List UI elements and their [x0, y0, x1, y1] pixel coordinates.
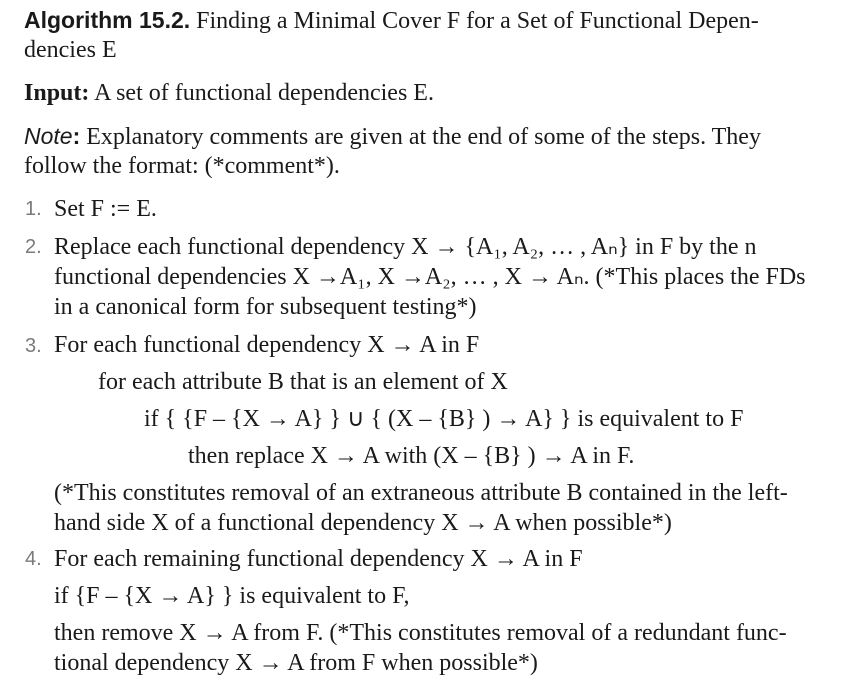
step-2-line: Replace each functional dependency X → {A₁, A₂, … , Aₙ} in F by the n [54, 234, 757, 260]
step-3-line: then replace X → A with (X – {B} ) → A in F. [188, 443, 635, 469]
note-label: Note [24, 123, 73, 149]
step-3-line: hand side X of a functional dependency X → A when possible*) [54, 510, 672, 536]
note-line [24, 121, 761, 152]
step-number: 4. [25, 548, 42, 570]
step-4-line: if {F – {X → A} } is equivalent to F, [54, 583, 410, 609]
algorithm-title-line2: dencies E [24, 37, 117, 63]
step-1-line: Set F := E. [54, 196, 157, 222]
step-4-line: For each remaining functional dependency X → A in F [54, 546, 583, 572]
step-3-line: (*This constitutes removal of an extraneous attribute B contained in the left- [54, 480, 788, 506]
step-4-line: then remove X → A from F. (*This constitutes removal of a redundant func- [54, 620, 787, 646]
input-line [24, 78, 434, 108]
step-number: 1. [25, 198, 42, 220]
step-3-line: For each functional dependency X → A in F [54, 332, 480, 358]
input-text: A set of functional dependencies E. [94, 80, 434, 106]
algorithm-title-line1: Finding a Minimal Cover F for a Set of Functional Depen- [196, 8, 759, 34]
step-number: 2. [25, 236, 42, 258]
input-label: Input: [24, 80, 90, 106]
algorithm-title [24, 5, 759, 36]
step-4-line: tional dependency X → A from F when possible*) [54, 650, 538, 676]
note-colon: : [72, 123, 81, 149]
algorithm-label: Algorithm 15.2. [24, 7, 191, 33]
step-number: 3. [25, 335, 42, 357]
step-3-line: if { {F – {X → A} } ∪ { (X – {B} ) → A} } is equivalent to F [144, 406, 744, 432]
note-line2: follow the format: (*comment*). [24, 153, 340, 179]
step-2-line: functional dependencies X →A₁, X →A₂, … , X → Aₙ. (*This places the FDs [54, 264, 806, 290]
step-2-line: in a canonical form for subsequent testing*) [54, 294, 477, 320]
note-line1: Explanatory comments are given at the end of some of the steps. They [86, 124, 761, 150]
step-3-line: for each attribute B that is an element of X [98, 369, 508, 395]
